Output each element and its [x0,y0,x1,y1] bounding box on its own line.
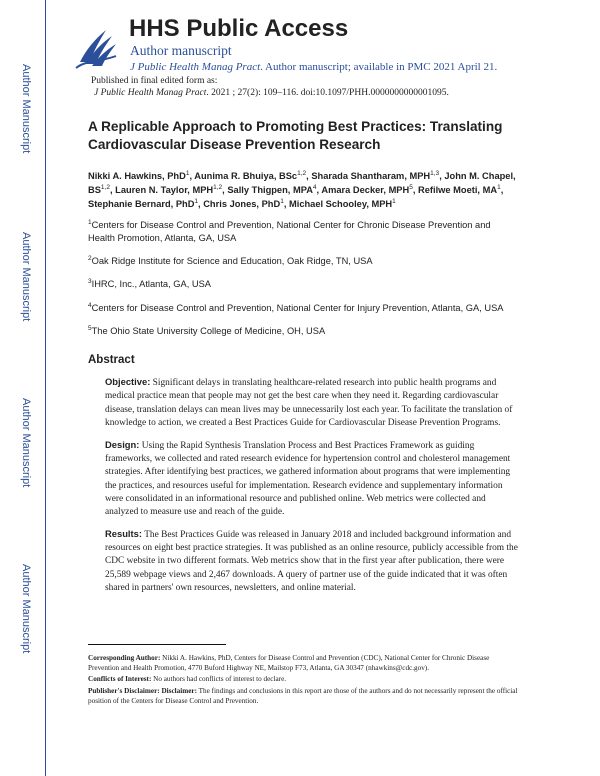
author-aff: 1,2 [297,169,307,177]
citation-line [91,88,449,100]
author-aff: 5 [409,183,413,191]
author-aff: 1,3 [430,169,440,177]
published-label: Published in final edited form as: [91,76,218,86]
author-aff: 1 [497,183,501,191]
affiliation-text: Centers for Disease Control and Prevention, National Center for Injury Prevention, Atlanta, GA, USA [91,302,504,313]
author-aff: 1 [280,198,284,206]
abstract-objective [105,375,518,430]
side-label-author-manuscript: Author Manuscript [20,232,32,322]
author-manuscript-label: Author manuscript [130,43,232,58]
affiliation-number: 5 [88,324,92,332]
availability-text: . Author manuscript; available in PMC 2021 April 21. [260,61,498,73]
author-aff: 1 [194,198,199,206]
journal-abbrev: J Public Health Manag Pract [130,61,261,73]
affiliation-number: 2 [88,255,92,262]
design-text: Using the Rapid Synthesis Translation Process and Best Practices Framework as guiding frameworks, we collected and rated research evidence for hypertension control and cholesterol management strategies. After identifying best practices, we gathered information about programs that were implementing the practices, and resources useful for implementation. Research evidence and supplementary information were consolidated in an informational resource and published online. Web metrics were collected and analyzed to measure use and reach of the guide. [105,440,511,518]
affiliation-text: Oak Ridge Institute for Science and Education, Oak Ridge, TN, USA [91,256,373,267]
hhs-public-access-title: HHS Public Access [129,15,349,42]
abstract-design [105,438,518,520]
published-note [91,76,449,100]
affiliation-3 [88,277,518,291]
author-name: Chris Jones, PhD [203,199,281,210]
affiliation-4 [88,301,518,315]
affiliation-text: IHRC, Inc., Atlanta, GA, USA [91,279,211,290]
author-name: Sharada Shantharam, MPH [311,170,431,181]
author-name: Amara Decker, MPH [321,185,410,196]
author-list: Nikki A. Hawkins, PhD$^1$, Aunima R. Bhuiya, BSc$^{1,2}$, Sharada Shantharam, MPH$^{1,3}$, John M. Chapel, BS$^{1,2}$, Lauren N. Taylor, MPH$^{1,2}$, Sally Thigpen, MPA$^4$, Amara Decker, MPH$^5$, Refilwe Moeti, $MA^1$, Stephanie Bernard, PhD$^1$, Chris Jones, PhD$^1$, Michael Schooley, MPH$^1$ [88,169,516,210]
affiliation-number: 3 [88,278,92,286]
design-label: Design: [105,438,140,450]
author-name: Lauren N. Taylor, MPH [115,185,214,196]
author-aff: 1,2 [213,183,223,191]
side-label-author-manuscript: Author Manuscript [20,398,32,488]
affiliation-text: Centers for Disease Control and Prevention, National Center for Chronic Disease Prevention and Health Promotion, Atlanta, GA, USA [88,219,491,243]
author-name: Aunima R. Bhuiya, BSc [194,170,298,181]
side-label-author-manuscript: Author Manuscript [20,564,32,654]
article-title: A Replicable Approach to Promoting Best Practices: Translating Cardiovascular Disease Prevention Research [88,119,503,153]
objective-label: Objective: [105,376,151,388]
citation-details: . 2021 ; 27(2): 109–116. doi:10.1097/PHH.0000000000001095. [206,87,449,98]
author-name: Michael Schooley, MPH [289,199,393,210]
affiliation-number: 1 [88,218,92,226]
author-aff: 1,2 [100,183,110,191]
results-text: The Best Practices Guide was released in January 2018 and included background information and resources on eight best practice strategies. It was published as an online resource, publicly accessible from the CDC website in two different formats. Web metrics show that in the first year after publication, there were 25,589 webpage views and 2,467 downloads. A query of partner use of the guide indicated that it was often shared in partners' own resources, newsletters, and online material. [105,529,518,593]
abstract-heading: Abstract [88,354,135,367]
corresponding-author-text: Nikki A. Hawkins, PhD, Centers for Disease Control and Prevention (CDC), National Center for Chronic Disease Prevention and Health Promotion, 4770 Buford Highway NE, Mailstop F73, Atlanta, GA 30347 (nhawkins@cdc.gov). [88,654,490,672]
disclaimer-note [88,687,518,706]
affiliation-number: 4 [88,301,92,309]
author-name: Nikki A. Hawkins, PhD [88,170,186,181]
article-body [88,118,518,602]
disclaimer-label: Publisher's Disclaimer: Disclaimer: [88,687,197,696]
corresponding-author-note [88,654,518,673]
affiliation-5 [88,324,518,338]
side-label-author-manuscript: Author Manuscript [20,64,32,154]
conflicts-text: No authors had conflicts of interest to declare. [153,675,287,684]
abstract-results [105,527,518,596]
hhs-header [72,8,582,76]
author-name: Sally Thigpen, MPA [227,185,313,196]
conflicts-label: Conflicts of Interest: [88,675,152,684]
affiliation-2 [88,254,518,268]
footnotes [88,654,518,709]
author-name: Stephanie Bernard, PhD [88,199,195,210]
affiliation-text: The Ohio State University College of Medicine, OH, USA [91,325,326,336]
author-aff: 1 [392,198,396,206]
results-label: Results: [105,527,142,539]
author-name: John M. Chapel, BS [88,170,516,196]
journal-availability-line [130,61,497,73]
side-margin-bar [0,0,46,776]
objective-text: Significant delays in translating healthcare-related research into public health programs and medical practice mean that people may not get the best care when they need it. Regarding cardiovascular disease, translation delays can mean lives may be unnecessarily lost each year. To facilitate the translation of knowledge to action, we created a Best Practices Guide for Cardiovascular Disease Prevention Programs. [105,378,513,429]
author-aff: 4 [312,183,317,191]
author-aff: 1 [185,169,190,177]
citation-journal: J Public Health Manag Pract [94,87,207,98]
affiliation-1 [88,218,518,245]
corresponding-author-label: Corresponding Author: [88,654,161,662]
footnote-divider [88,644,226,645]
hhs-eagle-logo-icon [72,22,124,74]
disclaimer-text: The findings and conclusions in this report are those of the authors and do not necessarily represent the official position of the Centers for Disease Control and Prevention. [88,687,518,705]
author-name: Refilwe Moeti, MA [418,185,498,196]
conflicts-note [88,675,518,685]
